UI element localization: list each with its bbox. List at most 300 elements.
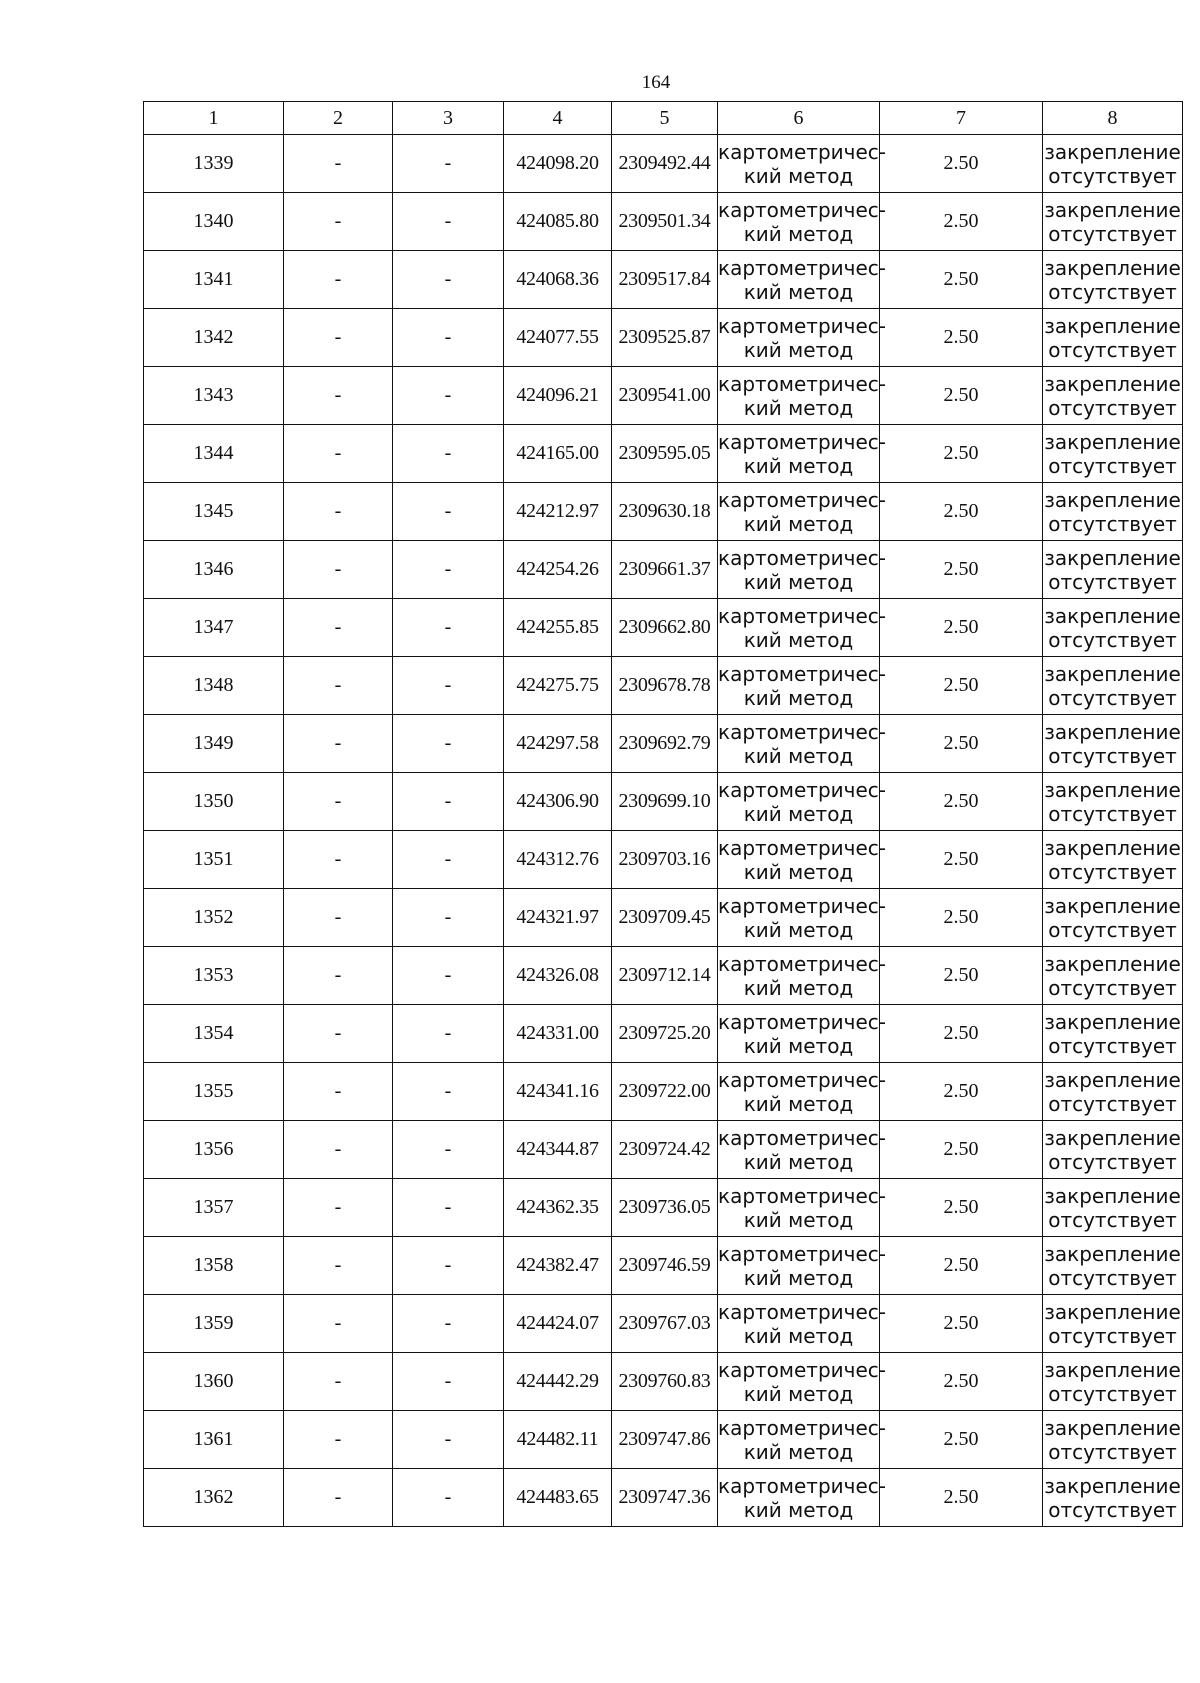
- y-coordinate-cell: 2309501.34: [612, 193, 718, 251]
- y-coordinate-cell: 2309747.86: [612, 1411, 718, 1469]
- col2-cell: -: [284, 947, 393, 1005]
- y-coordinate-cell: 2309630.18: [612, 483, 718, 541]
- y-coordinate-cell: 2309724.42: [612, 1121, 718, 1179]
- col2-cell: -: [284, 251, 393, 309]
- header-col-7: 7: [880, 102, 1043, 135]
- x-coordinate-cell: 424085.80: [504, 193, 612, 251]
- method-line-1: картометричес-: [718, 197, 886, 222]
- point-number-cell: 1362: [144, 1469, 284, 1527]
- y-coordinate-cell: 2309699.10: [612, 773, 718, 831]
- point-number-cell: 1348: [144, 657, 284, 715]
- y-coordinate-cell: 2309722.00: [612, 1063, 718, 1121]
- accuracy-cell: 2.50: [880, 541, 1043, 599]
- fixation-line-2: отсутствует: [1048, 1207, 1177, 1232]
- col2-cell: -: [284, 1295, 393, 1353]
- col3-cell: -: [393, 193, 504, 251]
- fixation-line-1: закрепление: [1044, 1241, 1181, 1266]
- y-coordinate-cell: 2309709.45: [612, 889, 718, 947]
- method-cell: [718, 1063, 886, 1121]
- fixation-line-2: отсутствует: [1048, 279, 1177, 304]
- method-cell: [718, 889, 886, 947]
- fixation-cell: [1043, 657, 1183, 715]
- fixation-cell: [1043, 483, 1183, 541]
- fixation-line-2: отсутствует: [1048, 859, 1177, 884]
- method-line-1: картометричес-: [718, 1067, 886, 1092]
- col3-cell: -: [393, 1353, 504, 1411]
- method-cell: [718, 425, 886, 483]
- fixation-line-1: закрепление: [1044, 1415, 1181, 1440]
- method-line-2: кий метод: [743, 395, 854, 420]
- coordinates-table: [143, 101, 1183, 1527]
- method-line-2: кий метод: [743, 627, 854, 652]
- x-coordinate-cell: 424483.65: [504, 1469, 612, 1527]
- fixation-line-2: отсутствует: [1048, 1381, 1177, 1406]
- method-line-2: кий метод: [743, 1265, 854, 1290]
- table-row: [144, 1121, 1183, 1179]
- x-coordinate-cell: 424341.16: [504, 1063, 612, 1121]
- accuracy-cell: 2.50: [880, 599, 1043, 657]
- fixation-cell: [1043, 1469, 1183, 1527]
- col2-cell: -: [284, 599, 393, 657]
- table-row: [144, 657, 1183, 715]
- fixation-line-1: закрепление: [1044, 1125, 1181, 1150]
- x-coordinate-cell: 424098.20: [504, 135, 612, 193]
- method-line-2: кий метод: [743, 1497, 854, 1522]
- fixation-line-2: отсутствует: [1048, 1033, 1177, 1058]
- fixation-line-2: отсутствует: [1048, 511, 1177, 536]
- fixation-line-2: отсутствует: [1048, 743, 1177, 768]
- point-number-cell: 1346: [144, 541, 284, 599]
- x-coordinate-cell: 424382.47: [504, 1237, 612, 1295]
- point-number-cell: 1358: [144, 1237, 284, 1295]
- fixation-line-2: отсутствует: [1048, 395, 1177, 420]
- col2-cell: -: [284, 1121, 393, 1179]
- fixation-line-1: закрепление: [1044, 197, 1181, 222]
- col3-cell: -: [393, 1063, 504, 1121]
- table-row: [144, 483, 1183, 541]
- point-number-cell: 1359: [144, 1295, 284, 1353]
- fixation-line-2: отсутствует: [1048, 453, 1177, 478]
- col2-cell: -: [284, 773, 393, 831]
- accuracy-cell: 2.50: [880, 483, 1043, 541]
- method-cell: [718, 541, 886, 599]
- method-line-2: кий метод: [743, 221, 854, 246]
- y-coordinate-cell: 2309712.14: [612, 947, 718, 1005]
- fixation-cell: [1043, 773, 1183, 831]
- method-line-2: кий метод: [743, 975, 854, 1000]
- col3-cell: -: [393, 947, 504, 1005]
- col2-cell: -: [284, 1411, 393, 1469]
- accuracy-cell: 2.50: [880, 947, 1043, 1005]
- fixation-line-1: закрепление: [1044, 429, 1181, 454]
- fixation-cell: [1043, 831, 1183, 889]
- fixation-line-1: закрепление: [1044, 371, 1181, 396]
- y-coordinate-cell: 2309703.16: [612, 831, 718, 889]
- fixation-line-1: закрепление: [1044, 1299, 1181, 1324]
- method-cell: [718, 657, 886, 715]
- point-number-cell: 1349: [144, 715, 284, 773]
- col2-cell: -: [284, 715, 393, 773]
- header-col-4: 4: [504, 102, 612, 135]
- fixation-line-1: закрепление: [1044, 1357, 1181, 1382]
- y-coordinate-cell: 2309492.44: [612, 135, 718, 193]
- point-number-cell: 1341: [144, 251, 284, 309]
- fixation-line-2: отсутствует: [1048, 163, 1177, 188]
- col3-cell: -: [393, 1237, 504, 1295]
- header-col-1: 1: [144, 102, 284, 135]
- col3-cell: -: [393, 715, 504, 773]
- fixation-line-1: закрепление: [1044, 603, 1181, 628]
- fixation-line-2: отсутствует: [1048, 1497, 1177, 1522]
- point-number-cell: 1356: [144, 1121, 284, 1179]
- fixation-cell: [1043, 135, 1183, 193]
- fixation-line-2: отсутствует: [1048, 1439, 1177, 1464]
- method-cell: [718, 1121, 886, 1179]
- method-line-2: кий метод: [743, 1033, 854, 1058]
- fixation-line-1: закрепление: [1044, 1473, 1181, 1498]
- accuracy-cell: 2.50: [880, 715, 1043, 773]
- fixation-cell: [1043, 251, 1183, 309]
- fixation-cell: [1043, 1121, 1183, 1179]
- col2-cell: -: [284, 541, 393, 599]
- x-coordinate-cell: 424442.29: [504, 1353, 612, 1411]
- header-col-3: 3: [393, 102, 504, 135]
- method-cell: [718, 1179, 886, 1237]
- point-number-cell: 1340: [144, 193, 284, 251]
- col2-cell: -: [284, 1005, 393, 1063]
- col2-cell: -: [284, 1353, 393, 1411]
- y-coordinate-cell: 2309692.79: [612, 715, 718, 773]
- table-row: [144, 889, 1183, 947]
- fixation-line-1: закрепление: [1044, 139, 1181, 164]
- fixation-line-1: закрепление: [1044, 545, 1181, 570]
- page-number: 164: [641, 72, 671, 93]
- x-coordinate-cell: 424275.75: [504, 657, 612, 715]
- col3-cell: -: [393, 425, 504, 483]
- method-line-2: кий метод: [743, 511, 854, 536]
- table-row: [144, 425, 1183, 483]
- col3-cell: -: [393, 657, 504, 715]
- accuracy-cell: 2.50: [880, 193, 1043, 251]
- header-col-2: 2: [284, 102, 393, 135]
- point-number-cell: 1352: [144, 889, 284, 947]
- method-line-2: кий метод: [743, 859, 854, 884]
- method-line-2: кий метод: [743, 1381, 854, 1406]
- method-line-1: картометричес-: [718, 777, 886, 802]
- point-number-cell: 1344: [144, 425, 284, 483]
- fixation-line-1: закрепление: [1044, 313, 1181, 338]
- method-line-1: картометричес-: [718, 429, 886, 454]
- method-line-1: картометричес-: [718, 255, 886, 280]
- table-row: [144, 1295, 1183, 1353]
- accuracy-cell: 2.50: [880, 1469, 1043, 1527]
- y-coordinate-cell: 2309767.03: [612, 1295, 718, 1353]
- accuracy-cell: 2.50: [880, 1237, 1043, 1295]
- method-line-1: картометричес-: [718, 1415, 886, 1440]
- x-coordinate-cell: 424255.85: [504, 599, 612, 657]
- col2-cell: -: [284, 425, 393, 483]
- col2-cell: -: [284, 657, 393, 715]
- accuracy-cell: 2.50: [880, 309, 1043, 367]
- fixation-line-1: закрепление: [1044, 1183, 1181, 1208]
- fixation-line-1: закрепление: [1044, 487, 1181, 512]
- method-cell: [718, 1237, 886, 1295]
- x-coordinate-cell: 424165.00: [504, 425, 612, 483]
- accuracy-cell: 2.50: [880, 1295, 1043, 1353]
- method-line-1: картометричес-: [718, 661, 886, 686]
- x-coordinate-cell: 424326.08: [504, 947, 612, 1005]
- point-number-cell: 1357: [144, 1179, 284, 1237]
- col3-cell: -: [393, 831, 504, 889]
- method-cell: [718, 135, 886, 193]
- x-coordinate-cell: 424362.35: [504, 1179, 612, 1237]
- header-col-6: 6: [718, 102, 880, 135]
- point-number-cell: 1351: [144, 831, 284, 889]
- table-row: [144, 193, 1183, 251]
- point-number-cell: 1342: [144, 309, 284, 367]
- table-row: [144, 947, 1183, 1005]
- x-coordinate-cell: 424077.55: [504, 309, 612, 367]
- fixation-line-1: закрепление: [1044, 1009, 1181, 1034]
- table-row: [144, 541, 1183, 599]
- x-coordinate-cell: 424297.58: [504, 715, 612, 773]
- col3-cell: -: [393, 1005, 504, 1063]
- table-row: [144, 1411, 1183, 1469]
- col3-cell: -: [393, 309, 504, 367]
- point-number-cell: 1361: [144, 1411, 284, 1469]
- x-coordinate-cell: 424331.00: [504, 1005, 612, 1063]
- header-col-8: 8: [1043, 102, 1183, 135]
- table-row: [144, 1063, 1183, 1121]
- col3-cell: -: [393, 251, 504, 309]
- x-coordinate-cell: 424344.87: [504, 1121, 612, 1179]
- y-coordinate-cell: 2309725.20: [612, 1005, 718, 1063]
- point-number-cell: 1347: [144, 599, 284, 657]
- method-cell: [718, 715, 886, 773]
- x-coordinate-cell: 424068.36: [504, 251, 612, 309]
- fixation-line-1: закрепление: [1044, 255, 1181, 280]
- method-line-2: кий метод: [743, 337, 854, 362]
- fixation-cell: [1043, 889, 1183, 947]
- table-row: [144, 599, 1183, 657]
- fixation-cell: [1043, 1063, 1183, 1121]
- y-coordinate-cell: 2309661.37: [612, 541, 718, 599]
- method-line-1: картометричес-: [718, 1009, 886, 1034]
- fixation-line-1: закрепление: [1044, 777, 1181, 802]
- table-row: [144, 135, 1183, 193]
- y-coordinate-cell: 2309541.00: [612, 367, 718, 425]
- fixation-cell: [1043, 1353, 1183, 1411]
- method-line-1: картометричес-: [718, 1357, 886, 1382]
- fixation-line-1: закрепление: [1044, 893, 1181, 918]
- method-line-1: картометричес-: [718, 1183, 886, 1208]
- method-cell: [718, 599, 886, 657]
- table-row: [144, 367, 1183, 425]
- method-line-2: кий метод: [743, 569, 854, 594]
- fixation-cell: [1043, 309, 1183, 367]
- col3-cell: -: [393, 483, 504, 541]
- method-line-1: картометричес-: [718, 545, 886, 570]
- y-coordinate-cell: 2309736.05: [612, 1179, 718, 1237]
- y-coordinate-cell: 2309678.78: [612, 657, 718, 715]
- method-line-2: кий метод: [743, 917, 854, 942]
- accuracy-cell: 2.50: [880, 773, 1043, 831]
- y-coordinate-cell: 2309662.80: [612, 599, 718, 657]
- method-cell: [718, 1295, 886, 1353]
- col2-cell: -: [284, 483, 393, 541]
- col2-cell: -: [284, 889, 393, 947]
- col3-cell: -: [393, 599, 504, 657]
- accuracy-cell: 2.50: [880, 1179, 1043, 1237]
- point-number-cell: 1339: [144, 135, 284, 193]
- point-number-cell: 1353: [144, 947, 284, 1005]
- method-cell: [718, 367, 886, 425]
- fixation-line-1: закрепление: [1044, 719, 1181, 744]
- point-number-cell: 1354: [144, 1005, 284, 1063]
- table-row: [144, 715, 1183, 773]
- col2-cell: -: [284, 1469, 393, 1527]
- fixation-line-1: закрепление: [1044, 835, 1181, 860]
- table-row: [144, 773, 1183, 831]
- method-line-1: картометричес-: [718, 1473, 886, 1498]
- col2-cell: -: [284, 309, 393, 367]
- y-coordinate-cell: 2309760.83: [612, 1353, 718, 1411]
- col3-cell: -: [393, 367, 504, 425]
- fixation-cell: [1043, 1179, 1183, 1237]
- method-line-2: кий метод: [743, 163, 854, 188]
- method-line-1: картометричес-: [718, 603, 886, 628]
- x-coordinate-cell: 424096.21: [504, 367, 612, 425]
- point-number-cell: 1360: [144, 1353, 284, 1411]
- method-cell: [718, 1411, 886, 1469]
- accuracy-cell: 2.50: [880, 1353, 1043, 1411]
- method-cell: [718, 1353, 886, 1411]
- method-line-1: картометричес-: [718, 719, 886, 744]
- method-line-1: картометричес-: [718, 1125, 886, 1150]
- col3-cell: -: [393, 773, 504, 831]
- method-line-2: кий метод: [743, 743, 854, 768]
- x-coordinate-cell: 424212.97: [504, 483, 612, 541]
- method-cell: [718, 251, 886, 309]
- x-coordinate-cell: 424312.76: [504, 831, 612, 889]
- fixation-cell: [1043, 541, 1183, 599]
- method-line-1: картометричес-: [718, 487, 886, 512]
- method-line-2: кий метод: [743, 279, 854, 304]
- col3-cell: -: [393, 1179, 504, 1237]
- col2-cell: -: [284, 193, 393, 251]
- col3-cell: -: [393, 1295, 504, 1353]
- table-row: [144, 1469, 1183, 1527]
- fixation-cell: [1043, 1411, 1183, 1469]
- fixation-cell: [1043, 367, 1183, 425]
- table-row: [144, 831, 1183, 889]
- accuracy-cell: 2.50: [880, 831, 1043, 889]
- method-cell: [718, 193, 886, 251]
- fixation-line-2: отсутствует: [1048, 685, 1177, 710]
- accuracy-cell: 2.50: [880, 1121, 1043, 1179]
- point-number-cell: 1350: [144, 773, 284, 831]
- accuracy-cell: 2.50: [880, 251, 1043, 309]
- table-row: [144, 1353, 1183, 1411]
- fixation-line-2: отсутствует: [1048, 1323, 1177, 1348]
- fixation-cell: [1043, 193, 1183, 251]
- method-line-1: картометричес-: [718, 313, 886, 338]
- col3-cell: -: [393, 135, 504, 193]
- col3-cell: -: [393, 541, 504, 599]
- header-row: [144, 102, 1183, 135]
- fixation-line-2: отсутствует: [1048, 1149, 1177, 1174]
- col2-cell: -: [284, 1063, 393, 1121]
- accuracy-cell: 2.50: [880, 135, 1043, 193]
- point-number-cell: 1355: [144, 1063, 284, 1121]
- fixation-line-2: отсутствует: [1048, 221, 1177, 246]
- col3-cell: -: [393, 1469, 504, 1527]
- x-coordinate-cell: 424321.97: [504, 889, 612, 947]
- y-coordinate-cell: 2309747.36: [612, 1469, 718, 1527]
- table-row: [144, 1179, 1183, 1237]
- point-number-cell: 1345: [144, 483, 284, 541]
- method-line-1: картометричес-: [718, 139, 886, 164]
- fixation-line-2: отсутствует: [1048, 975, 1177, 1000]
- method-line-1: картометричес-: [718, 835, 886, 860]
- fixation-line-1: закрепление: [1044, 661, 1181, 686]
- fixation-line-2: отсутствует: [1048, 801, 1177, 826]
- fixation-cell: [1043, 1005, 1183, 1063]
- fixation-cell: [1043, 1295, 1183, 1353]
- col2-cell: -: [284, 367, 393, 425]
- x-coordinate-cell: 424306.90: [504, 773, 612, 831]
- table-row: [144, 309, 1183, 367]
- header-col-5: 5: [612, 102, 718, 135]
- method-cell: [718, 947, 886, 1005]
- y-coordinate-cell: 2309517.84: [612, 251, 718, 309]
- method-line-1: картометричес-: [718, 1241, 886, 1266]
- col2-cell: -: [284, 1179, 393, 1237]
- method-line-2: кий метод: [743, 1149, 854, 1174]
- method-line-2: кий метод: [743, 801, 854, 826]
- accuracy-cell: 2.50: [880, 425, 1043, 483]
- fixation-cell: [1043, 947, 1183, 1005]
- method-cell: [718, 483, 886, 541]
- x-coordinate-cell: 424482.11: [504, 1411, 612, 1469]
- method-line-2: кий метод: [743, 1323, 854, 1348]
- fixation-line-2: отсутствует: [1048, 1091, 1177, 1116]
- fixation-cell: [1043, 715, 1183, 773]
- method-line-1: картометричес-: [718, 893, 886, 918]
- table-row: [144, 1237, 1183, 1295]
- col3-cell: -: [393, 889, 504, 947]
- accuracy-cell: 2.50: [880, 1411, 1043, 1469]
- method-line-1: картометричес-: [718, 371, 886, 396]
- method-cell: [718, 773, 886, 831]
- col2-cell: -: [284, 135, 393, 193]
- accuracy-cell: 2.50: [880, 657, 1043, 715]
- col2-cell: -: [284, 831, 393, 889]
- method-line-2: кий метод: [743, 1091, 854, 1116]
- method-cell: [718, 309, 886, 367]
- fixation-line-2: отсутствует: [1048, 1265, 1177, 1290]
- method-line-2: кий метод: [743, 1207, 854, 1232]
- fixation-cell: [1043, 425, 1183, 483]
- accuracy-cell: 2.50: [880, 367, 1043, 425]
- x-coordinate-cell: 424254.26: [504, 541, 612, 599]
- method-cell: [718, 831, 886, 889]
- accuracy-cell: 2.50: [880, 1005, 1043, 1063]
- method-line-2: кий метод: [743, 1439, 854, 1464]
- fixation-line-1: закрепление: [1044, 951, 1181, 976]
- method-line-2: кий метод: [743, 453, 854, 478]
- accuracy-cell: 2.50: [880, 1063, 1043, 1121]
